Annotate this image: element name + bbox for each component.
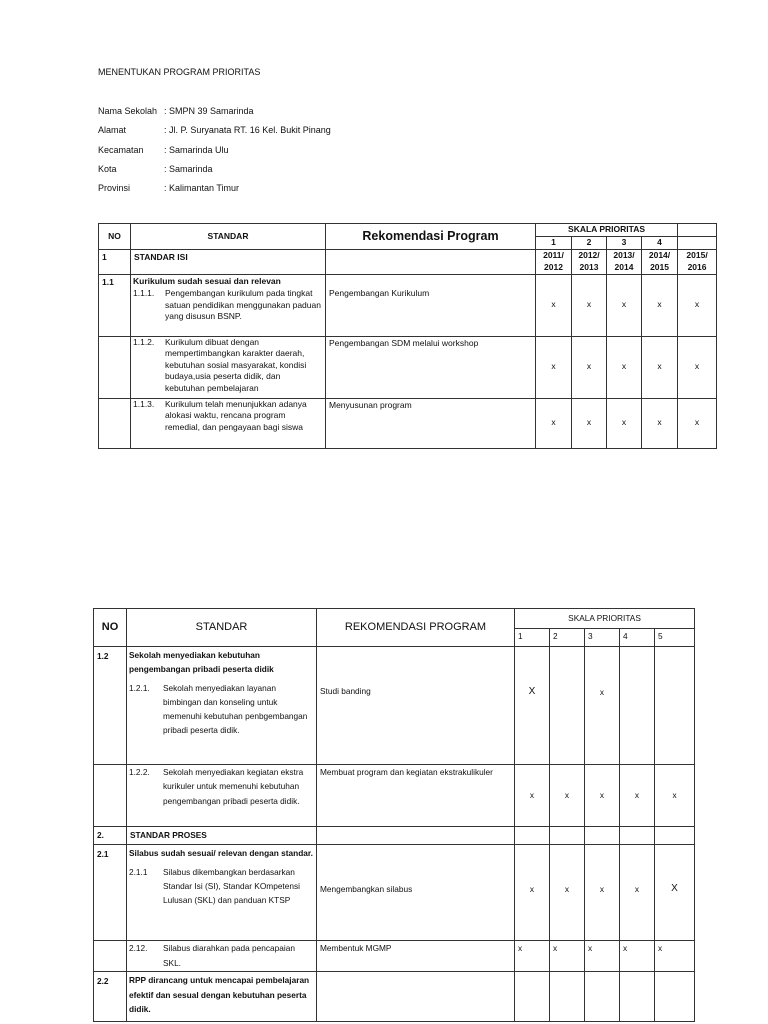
year-cell: 2011/ 2012	[536, 249, 572, 274]
scale-num: 4	[642, 237, 678, 250]
section-no: 2.	[94, 827, 127, 845]
scale-num: 2	[550, 629, 585, 647]
mark-cell: x	[655, 941, 695, 972]
header-rekomendasi: REKOMENDASI PROGRAM	[317, 609, 515, 647]
program-cell: Studi banding	[317, 647, 515, 765]
empty-cell	[326, 249, 536, 274]
mark-cell: x	[585, 647, 620, 765]
empty-cell	[317, 827, 515, 845]
mark-cell: x	[515, 941, 550, 972]
info-value: : Samarinda Ulu	[164, 145, 229, 155]
info-value: : Jl. P. Suryanata RT. 16 Kel. Bukit Pinang	[164, 125, 331, 135]
mark-cell: x	[515, 765, 550, 827]
table-row	[94, 845, 695, 941]
mark-cell: x	[585, 845, 620, 941]
mark-cell: x	[642, 274, 678, 336]
mark-cell	[655, 647, 695, 765]
mark-cell: x	[536, 274, 572, 336]
priority-table-1	[98, 223, 717, 449]
section-title: STANDAR ISI	[131, 249, 326, 274]
scale-num: 3	[585, 629, 620, 647]
mark-cell: x	[655, 765, 695, 827]
header-no: NO	[94, 609, 127, 647]
standar-item	[131, 337, 325, 395]
empty-cell	[99, 398, 131, 448]
mark-cell: x	[585, 765, 620, 827]
mark-cell	[550, 647, 585, 765]
mark-cell: x	[515, 845, 550, 941]
scale-num: 1	[515, 629, 550, 647]
mark-cell: x	[536, 398, 572, 448]
mark-cell: x	[550, 845, 585, 941]
empty-cell	[94, 941, 127, 972]
program-cell: Mengembangkan silabus	[317, 845, 515, 941]
empty-cell	[550, 827, 585, 845]
table-row	[94, 765, 695, 827]
empty-cell	[678, 224, 717, 237]
table-row	[94, 827, 695, 845]
standar-item	[131, 399, 325, 434]
program-cell: Pengembangan Kurikulum	[326, 274, 536, 336]
table-row	[99, 336, 717, 398]
scale-num: 3	[607, 237, 642, 250]
standar-item	[127, 865, 316, 908]
mark-cell: x	[585, 941, 620, 972]
sub-title: Kurikulum sudah sesuai dan relevan	[133, 275, 281, 286]
info-label: Kota	[98, 164, 117, 174]
info-label: Nama Sekolah	[98, 106, 158, 116]
mark-cell: x	[678, 274, 717, 336]
mark-cell: x	[678, 398, 717, 448]
header-skala: SKALA PRIORITAS	[515, 609, 695, 629]
year-cell: 2012/ 2013	[572, 249, 607, 274]
table-row	[94, 647, 695, 765]
mark-cell: x	[536, 336, 572, 398]
info-label: Kecamatan	[98, 145, 144, 155]
info-label: Provinsi	[98, 183, 131, 193]
table-row	[99, 398, 717, 448]
row-no: 2.1	[94, 845, 127, 941]
standar-item	[127, 941, 316, 970]
mark-cell: x	[550, 941, 585, 972]
item-no: 1.1.2.	[133, 336, 155, 347]
item-text: Sekolah menyediakan kegiatan ekstra kurikuler untuk memenuhi kebutuhan pengembangan pribadi peserta didik.	[163, 767, 304, 806]
info-value: : Kalimantan Timur	[164, 183, 240, 193]
mark-cell: x	[642, 336, 678, 398]
section-no: 1	[99, 249, 131, 274]
standar-item	[127, 765, 316, 808]
mark-cell: x	[572, 274, 607, 336]
scale-num: 5	[655, 629, 695, 647]
section-title: STANDAR PROSES	[127, 827, 317, 845]
mark-cell: x	[572, 398, 607, 448]
item-no: 1.2.2.	[129, 767, 150, 777]
standar-item	[127, 681, 316, 738]
standar-cell	[131, 398, 326, 448]
mark-cell: x	[620, 765, 655, 827]
standar-cell	[127, 765, 317, 827]
empty-cell	[94, 765, 127, 827]
scale-num: 2	[572, 237, 607, 250]
empty-cell	[620, 827, 655, 845]
mark-cell: x	[572, 336, 607, 398]
item-text: Kurikulum dibuat dengan mempertimbangkan karakter daerah, kebutuhan sosial masyarakat, kondisi budaya,usia peserta didik, dan kebutuhan pembelajaran	[165, 336, 307, 393]
item-text: Silabus diarahkan pada pencapaian SKL.	[163, 943, 295, 968]
year-cell: 2013/ 2014	[607, 249, 642, 274]
mark-cell: x	[620, 845, 655, 941]
group-title: Silabus sudah sesuai/ relevan dengan standar.	[129, 848, 313, 859]
standar-cell	[131, 274, 326, 336]
empty-cell	[317, 972, 515, 1022]
year-cell: 2015/ 2016	[678, 249, 717, 274]
mark-cell: X	[655, 845, 695, 941]
item-text: Silabus dikembangkan berdasarkan Standar Isi (SI), Standar KOmpetensi Lulusan (SKL) dan panduan KTSP	[163, 866, 300, 906]
empty-cell	[620, 972, 655, 1022]
mark-cell	[620, 647, 655, 765]
document-title: MENENTUKAN PROGRAM PRIORITAS	[98, 67, 261, 77]
info-value: : Samarinda	[164, 164, 213, 174]
table-row	[99, 274, 717, 336]
standar-cell	[127, 845, 317, 941]
standar-cell	[131, 336, 326, 398]
group-title: Sekolah menyediakan kebutuhan pengembangan pribadi peserta didik	[129, 650, 274, 675]
program-cell: Membuat program dan kegiatan ekstrakulikuler	[317, 765, 515, 827]
item-text: Pengembangan kurikulum pada tingkat satuan pendidikan menggunakan paduan yang disusun BSNP.	[165, 288, 321, 321]
priority-table-2	[93, 608, 695, 1022]
empty-cell	[655, 972, 695, 1022]
header-standar: STANDAR	[131, 224, 326, 250]
empty-cell	[515, 972, 550, 1022]
mark-cell: x	[607, 274, 642, 336]
mark-cell: x	[607, 336, 642, 398]
item-no: 2.1.1	[129, 866, 148, 877]
table-row	[94, 972, 695, 1022]
standar-item	[131, 288, 325, 323]
empty-cell	[515, 827, 550, 845]
info-label: Alamat	[98, 125, 127, 135]
standar-cell	[127, 647, 317, 765]
year-cell: 2014/ 2015	[642, 249, 678, 274]
program-cell: Membentuk MGMP	[317, 941, 515, 972]
empty-cell	[585, 972, 620, 1022]
header-skala: SKALA PRIORITAS	[536, 224, 678, 237]
item-no: 1.1.3.	[133, 398, 155, 409]
group-title: RPP dirancang untuk mencapai pembelajaran efektif dan sesual dengan kebutuhan peserta didik.	[127, 972, 317, 1022]
item-no: 2.12.	[129, 943, 148, 954]
table-row	[94, 941, 695, 972]
row-no: 2.2	[94, 972, 127, 1022]
standar-cell	[127, 941, 317, 972]
mark-cell: x	[642, 398, 678, 448]
mark-cell: x	[607, 398, 642, 448]
mark-cell: x	[678, 336, 717, 398]
mark-cell: x	[550, 765, 585, 827]
mark-cell: X	[515, 647, 550, 765]
info-value: : SMPN 39 Samarinda	[164, 106, 254, 116]
mark-cell: x	[620, 941, 655, 972]
row-no: 1.2	[94, 647, 127, 765]
scale-num: 1	[536, 237, 572, 250]
empty-cell	[678, 237, 717, 250]
empty-cell	[550, 972, 585, 1022]
program-cell: Pengembangan SDM melalui workshop	[326, 336, 536, 398]
item-no: 1.1.1.	[133, 288, 155, 298]
empty-cell	[99, 336, 131, 398]
header-no: NO	[99, 224, 131, 250]
item-text: Sekolah menyediakan layanan bimbingan dan konseling untuk memenuhi kebutuhan penbgembangan pribadi peserta didik.	[163, 682, 308, 736]
item-no: 1.2.1.	[129, 682, 150, 693]
header-standar: STANDAR	[127, 609, 317, 647]
item-text: Kurikulum telah menunjukkan adanya alokasi waktu, rencana program remedial, dan pengayaan bagi siswa	[165, 398, 307, 432]
empty-cell	[655, 827, 695, 845]
row-no: 1.1	[99, 274, 131, 336]
scale-num: 4	[620, 629, 655, 647]
program-cell: Menyusunan program	[326, 398, 536, 448]
header-rekomendasi: Rekomendasi Program	[326, 224, 536, 250]
empty-cell	[585, 827, 620, 845]
